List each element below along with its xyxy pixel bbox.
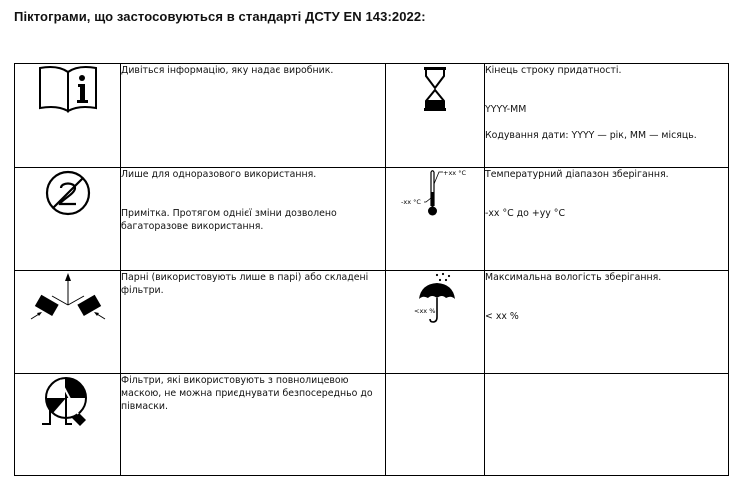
pictogram-cell [15, 374, 121, 476]
pictogram-cell [15, 271, 121, 374]
table-row [15, 271, 729, 374]
page-title: Піктограми, що застосовуються в стандарті ДСТУ EN 143:2022: [14, 9, 426, 24]
description-text: Кінець строку придатності. [485, 65, 622, 76]
empty-description-cell [485, 374, 729, 476]
hourglass-icon [386, 64, 484, 114]
pictogram-cell [386, 271, 485, 374]
pictogram-table [14, 63, 729, 476]
full-face-mask-icon [15, 374, 120, 436]
min-temperature-label: -xx °C [401, 198, 421, 206]
description-note: Примітка. Протягом однієї зміни дозволено багаторазове використання. [121, 208, 337, 232]
description-text: Максимальна вологість зберігання. [485, 272, 662, 283]
description-cell [485, 64, 729, 168]
temperature-range-text: -xx °C до +yy °C [485, 208, 566, 219]
pictogram-cell [15, 168, 121, 271]
description-text: Лише для одноразового використання. [121, 169, 317, 180]
description-cell [121, 374, 386, 476]
description-cell [121, 271, 386, 374]
description-cell [121, 168, 386, 271]
humidity-label: <xx % [414, 307, 436, 315]
pictogram-cell [386, 168, 485, 271]
date-format-text: YYYY-MM [485, 104, 527, 115]
umbrella-humidity-icon [386, 271, 484, 325]
table-row [15, 64, 729, 168]
consult-instructions-icon [15, 64, 120, 114]
description-cell [485, 168, 729, 271]
description-cell [121, 64, 386, 168]
thermometer-icon [386, 168, 484, 218]
humidity-limit-text: < xx % [485, 311, 519, 322]
description-note: Кодування дати: YYYY — рік, MM — місяць. [485, 130, 697, 141]
pictogram-cell [386, 64, 485, 168]
table-row [15, 374, 729, 476]
description-text: Парні (використовують лише в парі) або складені фільтри. [121, 272, 369, 296]
description-text: Дивіться інформацію, яку надає виробник. [121, 65, 334, 76]
description-text: Фільтри, які використовують з повнолицевою маскою, не можна приєднувати безпосередньо до півмаски. [121, 375, 373, 412]
description-cell [485, 271, 729, 374]
empty-pictogram-cell [386, 374, 485, 476]
description-text: Температурний діапазон зберігання. [485, 169, 669, 180]
pictogram-cell [15, 64, 121, 168]
single-use-icon [15, 168, 120, 218]
paired-filters-icon [15, 271, 120, 321]
max-temperature-label: +xx °C [443, 169, 466, 177]
table-row [15, 168, 729, 271]
